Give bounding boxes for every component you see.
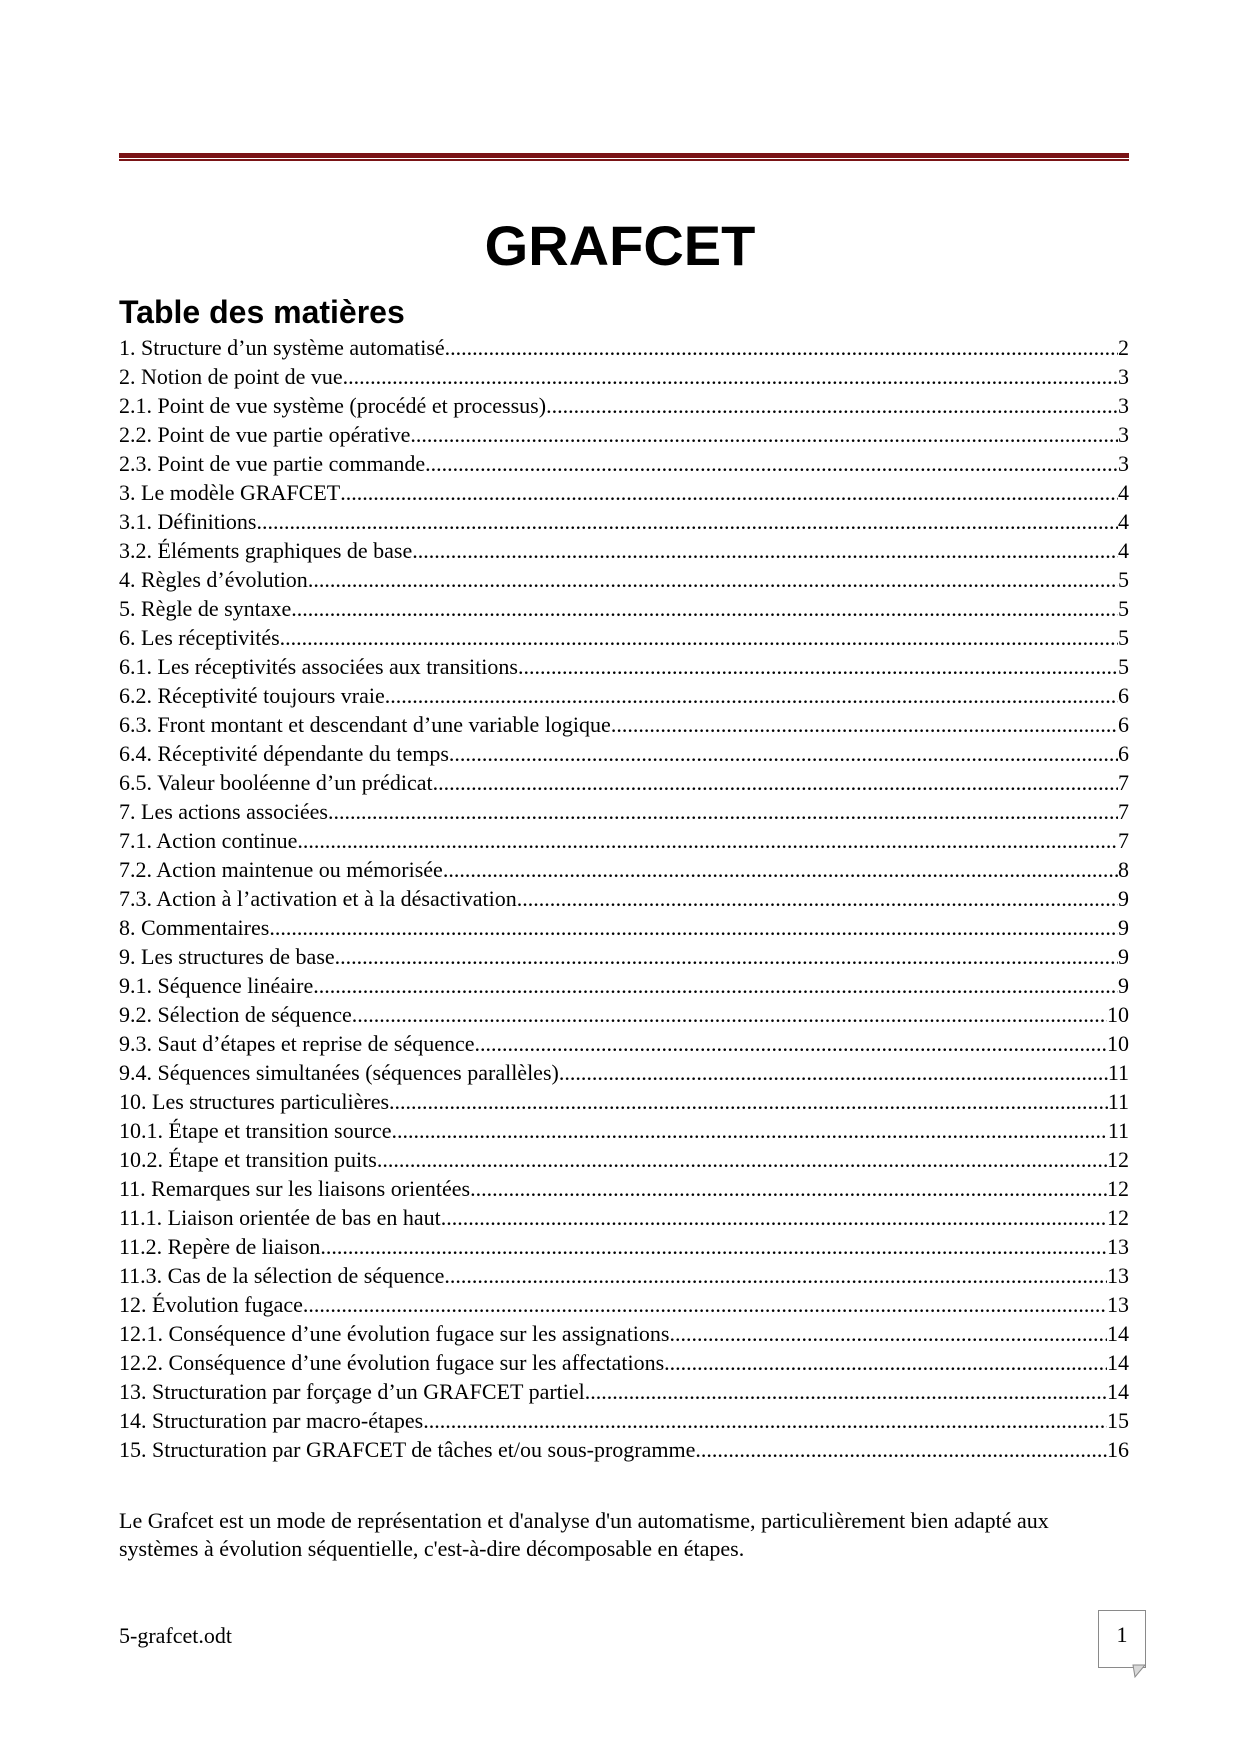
- header-rule: [119, 153, 1129, 162]
- toc-entry-leader: [449, 739, 1118, 768]
- toc-entry[interactable]: [119, 333, 1129, 362]
- toc-entry[interactable]: [119, 1116, 1129, 1145]
- toc-entry-page: 9: [1118, 886, 1129, 911]
- toc-entry[interactable]: [119, 1377, 1129, 1406]
- page-curl-icon: [1131, 1663, 1147, 1679]
- toc-entry-page: 9: [1118, 973, 1129, 998]
- toc-entry-page: 4: [1118, 538, 1129, 563]
- toc-entry[interactable]: [119, 1029, 1129, 1058]
- toc-entry-leader: [280, 623, 1118, 652]
- toc-entry[interactable]: [119, 565, 1129, 594]
- toc-entry[interactable]: [119, 1058, 1129, 1087]
- toc-entry-page: 12: [1107, 1176, 1129, 1201]
- toc-entry-title: 11.2. Repère de liaison: [119, 1234, 321, 1259]
- toc-entry-leader: [425, 449, 1118, 478]
- toc-entry-leader: [585, 1377, 1107, 1406]
- toc-entry-title: 13. Structuration par forçage d’un GRAFCET partiel: [119, 1379, 585, 1404]
- toc-entry[interactable]: [119, 1319, 1129, 1348]
- toc-entry-title: 7.3. Action à l’activation et à la désactivation: [119, 886, 517, 911]
- toc-entry-title: 14. Structuration par macro-étapes: [119, 1408, 424, 1433]
- toc-entry[interactable]: [119, 623, 1129, 652]
- toc-entry-page: 14: [1107, 1350, 1129, 1375]
- footer-filename: 5-grafcet.odt: [119, 1623, 232, 1648]
- toc-entry-page: 7: [1118, 799, 1129, 824]
- toc-entry-leader: [444, 1261, 1107, 1290]
- toc-entry-title: 11. Remarques sur les liaisons orientées: [119, 1176, 471, 1201]
- toc-entry-page: 7: [1118, 828, 1129, 853]
- toc-entry-title: 3. Le modèle GRAFCET: [119, 480, 341, 505]
- intro-paragraph: Le Grafcet est un mode de représentation et d'analyse d'un automatisme, particulièrement bien adapté aux systèmes à évolution séquentielle, c'est-à-dire décomposable en étapes.: [119, 1508, 1049, 1561]
- toc-entry-title: 6.2. Réceptivité toujours vraie: [119, 683, 385, 708]
- toc-entry[interactable]: [119, 913, 1129, 942]
- toc-entry-page: 5: [1118, 654, 1129, 679]
- toc-entry-title: 8. Commentaires: [119, 915, 270, 940]
- table-of-contents: [119, 333, 1129, 1464]
- toc-entry-page: 8: [1118, 857, 1129, 882]
- toc-entry-leader: [470, 1174, 1107, 1203]
- toc-entry-title: 15. Structuration par GRAFCET de tâches et/ou sous-programme: [119, 1437, 696, 1462]
- toc-entry-title: 5. Règle de syntaxe: [119, 596, 292, 621]
- toc-entry-title: 2.3. Point de vue partie commande: [119, 451, 426, 476]
- toc-entry[interactable]: [119, 855, 1129, 884]
- toc-entry-title: 10. Les structures particulières: [119, 1089, 390, 1114]
- toc-entry-title: 9.3. Saut d’étapes et reprise de séquence: [119, 1031, 475, 1056]
- toc-entry-page: 7: [1118, 770, 1129, 795]
- toc-entry-title: 11.1. Liaison orientée de bas en haut: [119, 1205, 441, 1230]
- toc-entry-title: 6.1. Les réceptivités associées aux transitions: [119, 654, 518, 679]
- toc-entry-leader: [303, 1290, 1107, 1319]
- toc-entry-leader: [352, 1000, 1107, 1029]
- toc-entry-title: 6.4. Réceptivité dépendante du temps: [119, 741, 449, 766]
- toc-entry[interactable]: [119, 391, 1129, 420]
- toc-entry-title: 3.2. Éléments graphiques de base: [119, 538, 413, 563]
- toc-entry-leader: [269, 913, 1118, 942]
- toc-entry-page: 6: [1118, 741, 1129, 766]
- toc-entry[interactable]: [119, 768, 1129, 797]
- toc-entry-page: 13: [1107, 1263, 1129, 1288]
- toc-entry-leader: [559, 1058, 1108, 1087]
- toc-entry[interactable]: [119, 826, 1129, 855]
- page-number-box: [1098, 1610, 1146, 1668]
- toc-entry-title: 9.1. Séquence linéaire: [119, 973, 314, 998]
- toc-entry-page: 3: [1118, 393, 1129, 418]
- toc-entry[interactable]: [119, 1348, 1129, 1377]
- toc-entry-page: 11: [1107, 1089, 1129, 1114]
- toc-entry-page: 3: [1118, 422, 1129, 447]
- toc-entry[interactable]: [119, 478, 1129, 507]
- toc-entry[interactable]: [119, 1290, 1129, 1319]
- toc-entry[interactable]: [119, 1435, 1129, 1464]
- toc-entry-leader: [391, 1116, 1107, 1145]
- toc-entry[interactable]: [119, 971, 1129, 1000]
- toc-entry-title: 9.2. Sélection de séquence: [119, 1002, 352, 1027]
- toc-entry-page: 16: [1107, 1437, 1129, 1462]
- toc-entry-leader: [423, 1406, 1107, 1435]
- toc-entry-title: 9. Les structures de base: [119, 944, 335, 969]
- toc-entry-title: 6. Les réceptivités: [119, 625, 280, 650]
- toc-entry[interactable]: [119, 797, 1129, 826]
- toc-entry-page: 3: [1118, 451, 1129, 476]
- toc-entry-page: 12: [1107, 1205, 1129, 1230]
- toc-entry-leader: [308, 565, 1118, 594]
- toc-entry-leader: [297, 826, 1118, 855]
- toc-entry[interactable]: [119, 942, 1129, 971]
- toc-entry-title: 2.1. Point de vue système (procédé et processus): [119, 393, 547, 418]
- toc-entry-title: 2.2. Point de vue partie opérative: [119, 422, 411, 447]
- toc-entry[interactable]: [119, 507, 1129, 536]
- toc-entry-leader: [695, 1435, 1107, 1464]
- toc-entry-title: 12. Évolution fugace: [119, 1292, 303, 1317]
- toc-entry-page: 12: [1107, 1147, 1129, 1172]
- toc-entry-leader: [313, 971, 1118, 1000]
- toc-entry[interactable]: [119, 1203, 1129, 1232]
- toc-entry-leader: [443, 855, 1118, 884]
- toc-entry-page: 6: [1118, 712, 1129, 737]
- toc-entry[interactable]: [119, 1406, 1129, 1435]
- toc-entry-title: 6.5. Valeur booléenne d’un prédicat: [119, 770, 433, 795]
- toc-entry[interactable]: [119, 1145, 1129, 1174]
- toc-entry-page: 13: [1107, 1234, 1129, 1259]
- toc-entry-page: 10: [1107, 1031, 1129, 1056]
- toc-entry-leader: [320, 1232, 1107, 1261]
- header-rule-thick: [119, 153, 1129, 158]
- toc-entry-page: 15: [1107, 1408, 1129, 1433]
- toc-entry-leader: [343, 362, 1118, 391]
- toc-entry[interactable]: [119, 1261, 1129, 1290]
- toc-heading: Table des matières: [119, 294, 405, 330]
- toc-entry-leader: [291, 594, 1118, 623]
- toc-entry[interactable]: [119, 739, 1129, 768]
- toc-entry-title: 10.1. Étape et transition source: [119, 1118, 392, 1143]
- toc-entry-leader: [441, 1203, 1107, 1232]
- toc-entry[interactable]: [119, 1232, 1129, 1261]
- toc-entry[interactable]: [119, 420, 1129, 449]
- toc-entry-leader: [475, 1029, 1107, 1058]
- toc-entry-title: 9.4. Séquences simultanées (séquences parallèles): [119, 1060, 559, 1085]
- toc-entry-leader: [328, 797, 1118, 826]
- toc-entry-page: 2: [1118, 335, 1129, 360]
- toc-entry-page: 13: [1107, 1292, 1129, 1317]
- toc-entry-leader: [546, 391, 1118, 420]
- toc-entry-title: 7.1. Action continue: [119, 828, 298, 853]
- toc-entry-leader: [433, 768, 1118, 797]
- toc-entry[interactable]: [119, 1000, 1129, 1029]
- toc-entry-leader: [410, 420, 1118, 449]
- toc-entry-title: 4. Règles d’évolution: [119, 567, 308, 592]
- toc-entry[interactable]: [119, 362, 1129, 391]
- toc-entry-title: 7. Les actions associées: [119, 799, 328, 824]
- toc-entry-title: 12.2. Conséquence d’une évolution fugace sur les affectations: [119, 1350, 665, 1375]
- toc-entry-title: 10.2. Étape et transition puits: [119, 1147, 377, 1172]
- toc-entry-page: 14: [1107, 1379, 1129, 1404]
- document-title: GRAFCET: [484, 214, 756, 277]
- toc-entry-page: 11: [1107, 1118, 1129, 1143]
- toc-entry-leader: [412, 536, 1118, 565]
- toc-entry-page: 4: [1118, 480, 1129, 505]
- toc-entry-page: 9: [1118, 915, 1129, 940]
- toc-entry-leader: [611, 710, 1118, 739]
- toc-entry[interactable]: [119, 594, 1129, 623]
- toc-entry-leader: [445, 333, 1118, 362]
- toc-entry-page: 5: [1118, 596, 1129, 621]
- header-rule-thin: [119, 159, 1129, 161]
- toc-entry-title: 7.2. Action maintenue ou mémorisée: [119, 857, 443, 882]
- toc-entry-leader: [664, 1348, 1107, 1377]
- toc-entry-page: 5: [1118, 625, 1129, 650]
- toc-entry-page: 10: [1107, 1002, 1129, 1027]
- toc-entry[interactable]: [119, 536, 1129, 565]
- toc-entry[interactable]: [119, 681, 1129, 710]
- toc-entry-page: 4: [1118, 509, 1129, 534]
- toc-entry-page: 5: [1118, 567, 1129, 592]
- toc-entry-page: 11: [1107, 1060, 1129, 1085]
- toc-entry-page: 6: [1118, 683, 1129, 708]
- toc-entry-page: 14: [1107, 1321, 1129, 1346]
- toc-entry-title: 11.3. Cas de la sélection de séquence: [119, 1263, 445, 1288]
- page-number: 1: [1116, 1622, 1128, 1647]
- toc-entry-title: 12.1. Conséquence d’une évolution fugace sur les assignations: [119, 1321, 670, 1346]
- toc-entry[interactable]: [119, 710, 1129, 739]
- toc-entry-leader: [669, 1319, 1107, 1348]
- toc-entry-page: 3: [1118, 364, 1129, 389]
- toc-entry-leader: [518, 652, 1118, 681]
- toc-entry-title: 1. Structure d’un système automatisé: [119, 335, 445, 360]
- toc-entry[interactable]: [119, 1087, 1129, 1116]
- toc-entry-leader: [389, 1087, 1108, 1116]
- toc-entry-title: 3.1. Définitions: [119, 509, 257, 534]
- toc-entry-leader: [257, 507, 1119, 536]
- toc-entry[interactable]: [119, 449, 1129, 478]
- toc-entry-leader: [385, 681, 1118, 710]
- toc-entry-leader: [377, 1145, 1107, 1174]
- toc-entry-page: 9: [1118, 944, 1129, 969]
- toc-entry-leader: [517, 884, 1118, 913]
- toc-entry-leader: [335, 942, 1118, 971]
- toc-entry-title: 2. Notion de point de vue: [119, 364, 343, 389]
- toc-entry-title: 6.3. Front montant et descendant d’une variable logique: [119, 712, 611, 737]
- toc-entry[interactable]: [119, 884, 1129, 913]
- toc-entry[interactable]: [119, 1174, 1129, 1203]
- toc-entry[interactable]: [119, 652, 1129, 681]
- toc-entry-leader: [340, 478, 1118, 507]
